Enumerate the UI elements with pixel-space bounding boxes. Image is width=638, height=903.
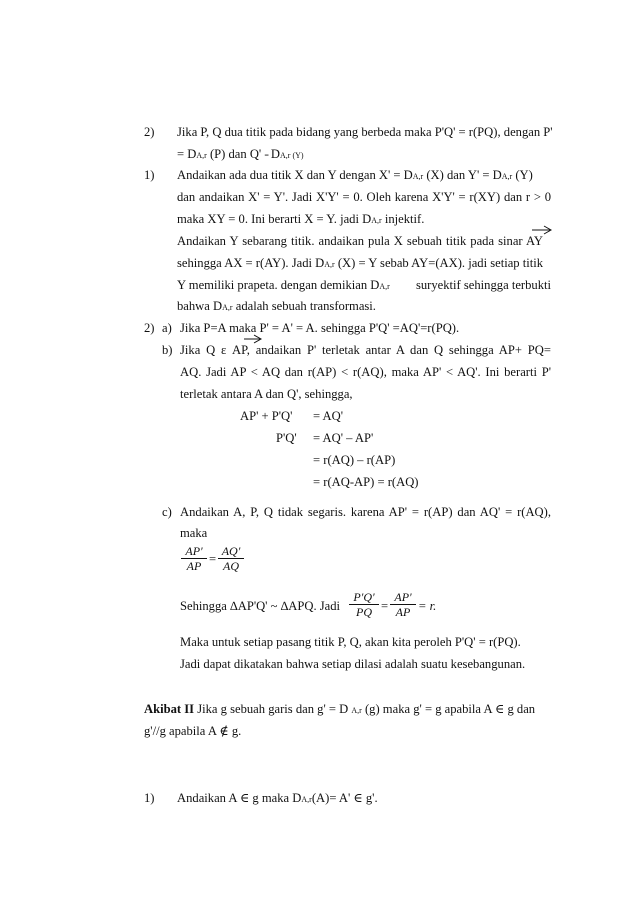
proof-line: Y memiliki prapeta. dengan demikian DA,r suryektif sehingga terbukti	[177, 278, 551, 292]
case-letter: c)	[162, 505, 172, 519]
fraction: $\frac{P'Q'}{PQ}$	[349, 590, 379, 619]
case-text: AQ. Jadi AP < AQ dan r(AP) < r(AQ), maka AP' < AQ'. Ini berarti P'	[180, 365, 551, 379]
conclusion-text: Jadi dapat dikatakan bahwa setiap dilasi adalah suatu kesebangunan.	[180, 657, 526, 671]
fraction: $\frac{AQ'}{AQ}$	[218, 544, 244, 573]
equation-left: AP' + P'Q'	[240, 409, 293, 423]
proof-line: bahwa DA,r adalah sebuah transformasi.	[177, 299, 376, 313]
case-letter: b)	[162, 343, 173, 357]
corollary-statement: Akibat II Jika g sebuah garis dan g' = D A,r (g) maka g' = g apabila A ∈ g dan	[144, 702, 536, 716]
item-number: 2)	[144, 125, 155, 139]
case-text: Andaikan A, P, Q tidak segaris. karena AP' = r(AP) dan AQ' = r(AQ),	[180, 505, 551, 519]
ray-arrow-icon	[243, 334, 263, 344]
proof-line: sehingga AX = r(AY). Jadi DA,r (X) = Y sebab AY=(AX). jadi setiap titik	[177, 256, 544, 270]
proof-line: Andaikan A ∈ g maka DA,r(A)= A' ∈ g'.	[177, 791, 378, 805]
proof-line: dan andaikan X' = Y'. Jadi X'Y' = 0. Oleh karena X'Y' = r(XY) dan r > 0	[177, 190, 551, 204]
equals-sign: =	[381, 599, 389, 613]
case-text: Sehingga ∆AP'Q' ~ ∆APQ. Jadi	[180, 599, 341, 613]
equation-right: = AQ' – AP'	[313, 431, 374, 445]
equation-right: = r(AQ) – r(AP)	[313, 453, 396, 467]
equals-sign: =	[209, 552, 217, 566]
proof-line: Andaikan ada dua titik X dan Y dengan X' = DA,r (X) dan Y' = DA,r (Y)	[177, 168, 533, 182]
case-text: Jika Q ε AP, andaikan P' terletak antar A dan Q sehingga AP+ PQ=	[180, 343, 551, 357]
statement-continuation: = DA,r (P) dan Q' = DA,r (Y)	[177, 147, 304, 161]
item-number: 1)	[144, 791, 155, 805]
case-text: Jika P=A maka P' = A' = A. sehingga P'Q' =AQ'=r(PQ).	[180, 321, 460, 335]
case-text: terletak antara A dan Q', sehingga,	[180, 387, 353, 401]
statement-text: Jika P, Q dua titik pada bidang yang berbeda maka P'Q' = r(PQ), dengan P'	[177, 125, 553, 139]
conclusion-text: Maka untuk setiap pasang titik P, Q, akan kita peroleh P'Q' = r(PQ).	[180, 635, 521, 649]
fraction: $\frac{AP'}{AP}$	[181, 544, 207, 573]
equation-left: P'Q'	[276, 431, 297, 445]
proof-line: Andaikan Y sebarang titik. andaikan pula X sebuah titik pada sinar AY	[177, 234, 543, 248]
equation-right: = r(AQ-AP) = r(AQ)	[313, 475, 419, 489]
case-letter: a)	[162, 321, 172, 335]
case-text: maka	[180, 526, 208, 540]
item-number: 2)	[144, 321, 155, 335]
fraction: $\frac{AP'}{AP}$	[390, 590, 416, 619]
equation-right: = AQ'	[313, 409, 344, 423]
proof-line: maka XY = 0. Ini berarti X = Y. jadi DA,r injektif.	[177, 212, 425, 226]
corollary-statement: g'//g apabila A ∉ g.	[144, 724, 242, 738]
ray-arrow-icon	[531, 225, 553, 235]
equation-end: = r.	[418, 599, 437, 613]
item-number: 1)	[144, 168, 155, 182]
corollary-heading: Akibat II	[144, 702, 195, 716]
